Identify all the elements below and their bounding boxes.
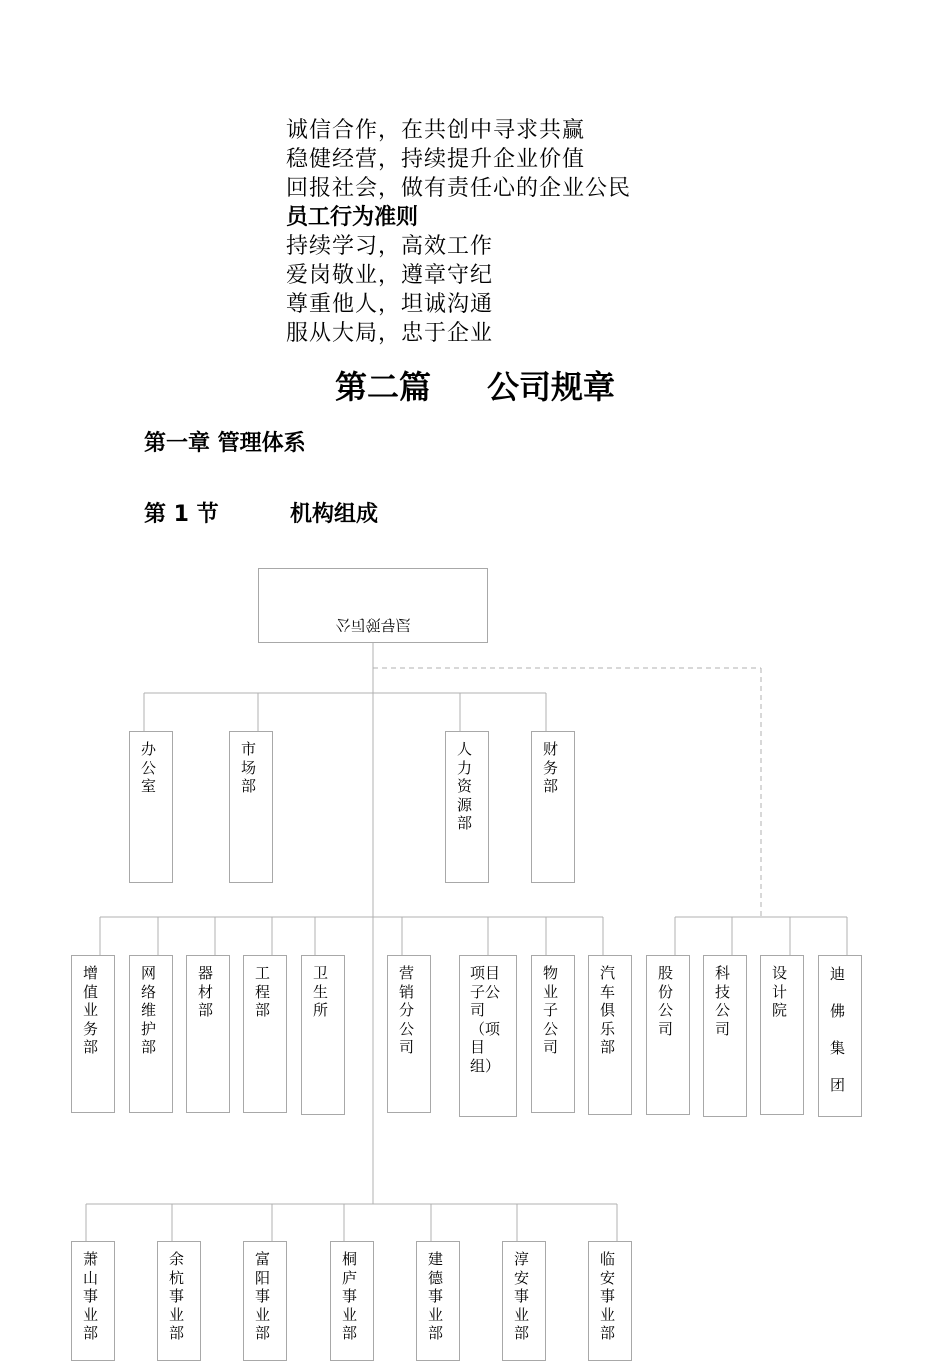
org-box-label: 网络维护部 [141, 964, 157, 1056]
org-box-hr [445, 731, 489, 883]
org-box-label: 股份公司 [658, 964, 674, 1038]
org-box-label: 器材部 [198, 964, 214, 1019]
section-title: 机构组成 [290, 502, 379, 527]
org-box-holding [646, 955, 690, 1115]
conduct-line-1: 持续学习，高效工作 [286, 234, 494, 259]
org-box-label: 临安事业部 [600, 1250, 616, 1342]
org-box-value-added [71, 955, 115, 1113]
org-box-label: 营销分公司 [399, 964, 415, 1056]
org-box-label: 桐庐事业部 [342, 1250, 358, 1342]
org-box-label: 增值业务部 [83, 964, 99, 1056]
org-box-office [129, 731, 173, 883]
org-box-label: 财务部 [543, 740, 559, 795]
org-box-finance [531, 731, 575, 883]
org-head-label: 公司领导层 [335, 616, 411, 634]
org-box-property [531, 955, 575, 1113]
org-box-label: 迪佛集团 [830, 965, 846, 1094]
org-box-label: 项目子公司（项目组） [470, 964, 501, 1075]
org-box-label: 卫生所 [313, 964, 329, 1019]
org-box-engineering [243, 955, 287, 1113]
org-box-equipment [186, 955, 230, 1113]
org-box-label: 科技公司 [715, 964, 731, 1038]
org-box-label: 建德事业部 [428, 1250, 444, 1342]
org-box-jiande [416, 1241, 460, 1361]
org-box-label: 淳安事业部 [514, 1250, 530, 1342]
value-line-2: 稳健经营，持续提升企业价值 [286, 147, 586, 172]
org-box-sales-branch [387, 955, 431, 1113]
org-box-label: 市场部 [241, 740, 257, 795]
section-heading [144, 497, 379, 528]
value-line-3: 回报社会，做有责任心的企业公民 [286, 176, 632, 201]
part-title [0, 362, 950, 408]
org-box-label: 萧山事业部 [83, 1250, 99, 1342]
org-box-technology [703, 955, 747, 1117]
org-box-label: 汽车俱乐部 [600, 964, 616, 1056]
chapter-heading: 第一章 管理体系 [144, 431, 306, 456]
conduct-line-4: 服从大局，忠于企业 [286, 321, 494, 346]
org-box-chunan [502, 1241, 546, 1361]
org-box-difo-group [818, 955, 862, 1117]
org-box-design-institute [760, 955, 804, 1115]
org-box-auto-club [588, 955, 632, 1115]
conduct-line-2: 爱岗敬业，遵章守纪 [286, 263, 494, 288]
org-box-label: 物业子公司 [543, 964, 559, 1056]
org-box-project-subsidiary [459, 955, 517, 1117]
org-box-label: 工程部 [255, 964, 271, 1019]
org-box-tonglu [330, 1241, 374, 1361]
org-box-xiaoshan [71, 1241, 115, 1361]
part-number: 第二篇 [334, 368, 431, 406]
org-box-network [129, 955, 173, 1113]
org-box-clinic [301, 955, 345, 1115]
org-box-linan [588, 1241, 632, 1361]
org-head-box [258, 568, 488, 643]
org-box-label: 余杭事业部 [169, 1250, 185, 1342]
org-box-label: 办公室 [141, 740, 157, 795]
conduct-heading: 员工行为准则 [286, 205, 419, 230]
org-box-fuyang [243, 1241, 287, 1361]
org-box-marketing [229, 731, 273, 883]
org-box-label: 人力资源部 [457, 740, 473, 832]
value-line-1: 诚信合作，在共创中寻求共赢 [286, 118, 586, 143]
part-name: 公司规章 [487, 368, 616, 406]
conduct-line-3: 尊重他人，坦诚沟通 [286, 292, 494, 317]
section-number: 第 1 节 [144, 502, 219, 527]
org-box-label: 富阳事业部 [255, 1250, 271, 1342]
org-box-yuhang [157, 1241, 201, 1361]
org-box-label: 设计院 [772, 964, 788, 1019]
